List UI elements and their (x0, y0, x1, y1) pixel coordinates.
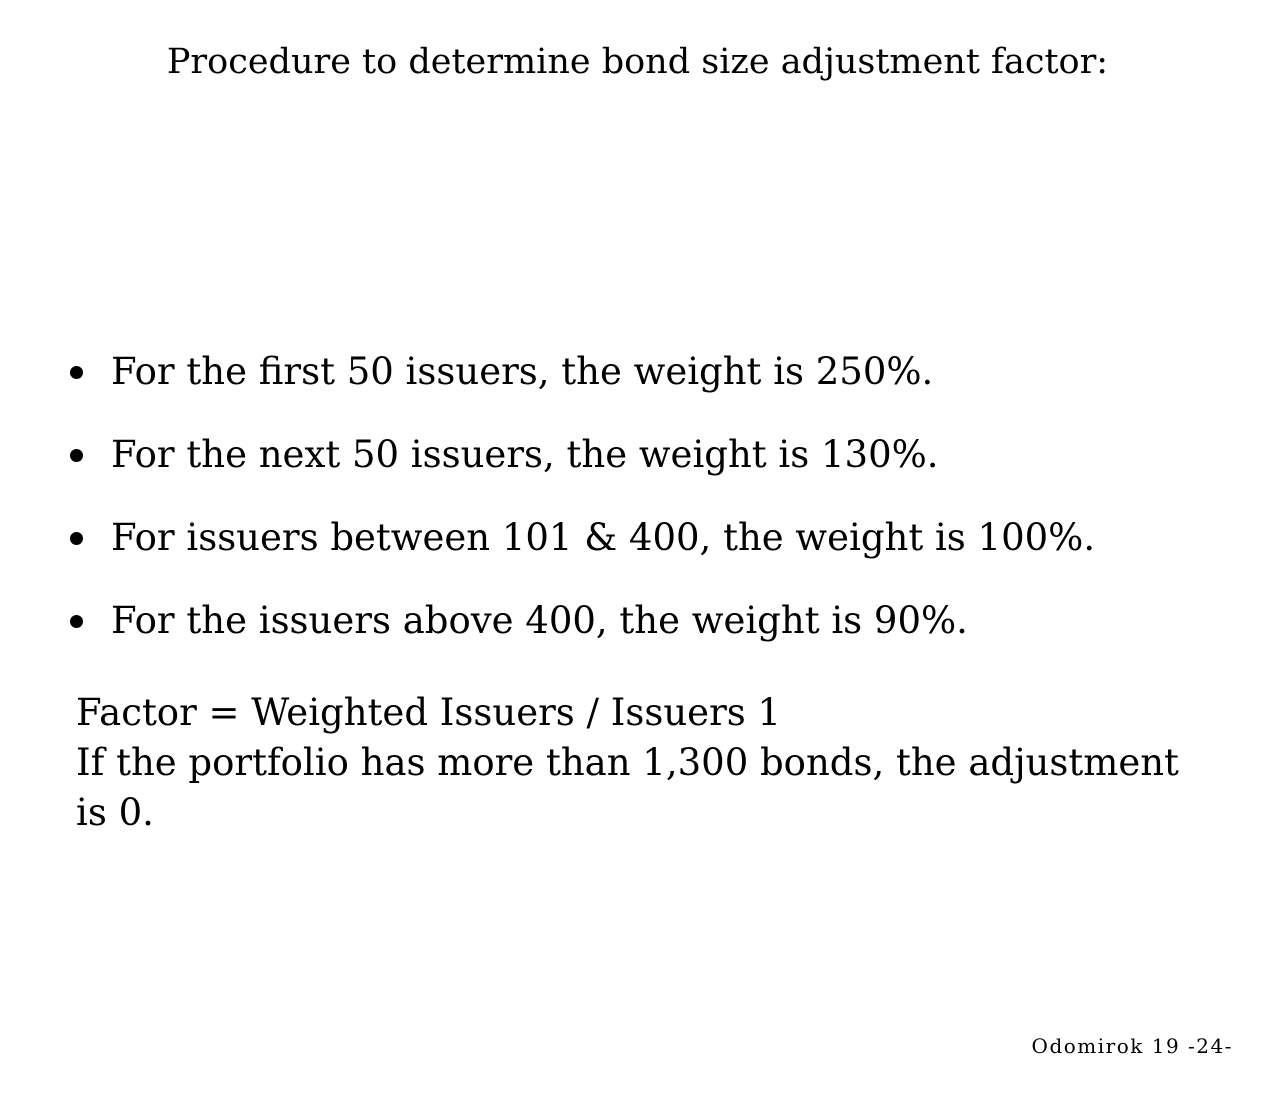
list-item-text: For the next 50 issuers, the weight is 130%. (111, 433, 939, 476)
list-item-text: For issuers between 101 & 400, the weight is 100%. (111, 516, 1096, 559)
formula-block (76, 688, 1206, 838)
page-title: Procedure to determine bond size adjustment factor: (166, 42, 1109, 82)
bullet-icon (70, 532, 83, 545)
adjustment-note: If the portfolio has more than 1,300 bonds, the adjustment is 0. (76, 741, 1179, 834)
factor-formula: Factor = Weighted Issuers / Issuers 1 (76, 691, 782, 734)
page-footer: Odomirok 19 -24- (1031, 1034, 1233, 1058)
list-item-text: For the issuers above 400, the weight is 90%. (111, 599, 968, 642)
list-item-text: For the first 50 issuers, the weight is 250%. (111, 350, 934, 393)
bullet-icon (70, 615, 83, 628)
bullet-icon (70, 449, 83, 462)
bullet-icon (70, 366, 83, 379)
